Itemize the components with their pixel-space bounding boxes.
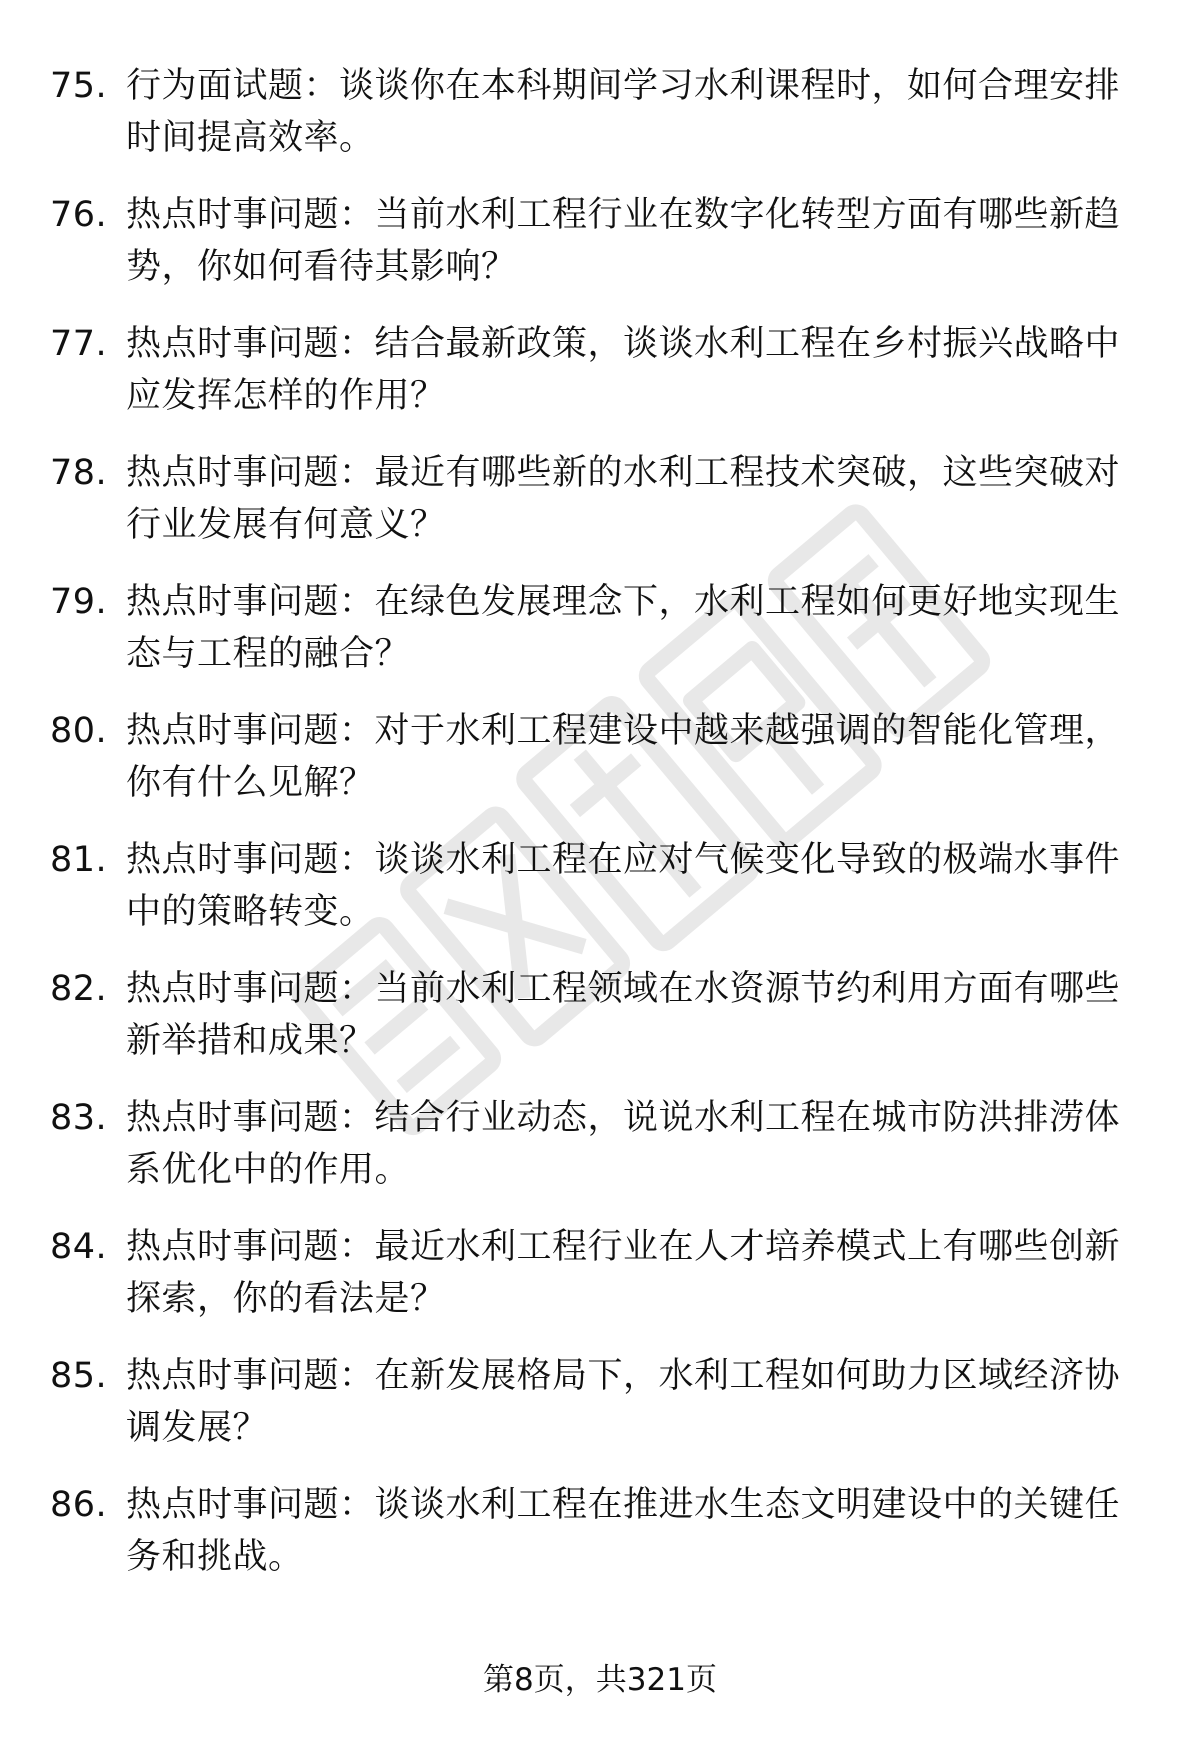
list-item [50, 576, 1140, 680]
question-text: 热点时事问题：结合最新政策，谈谈水利工程在乡村振兴战略中应发挥怎样的作用？ [126, 324, 1121, 416]
question-number: 84. [50, 1227, 108, 1267]
question-text: 热点时事问题：在绿色发展理念下，水利工程如何更好地实现生态与工程的融合？ [126, 582, 1121, 674]
question-text: 热点时事问题：谈谈水利工程在推进水生态文明建设中的关键任务和挑战。 [126, 1485, 1121, 1577]
question-text: 热点时事问题：在新发展格局下，水利工程如何助力区域经济协调发展？ [126, 1356, 1121, 1448]
question-number: 82. [50, 969, 108, 1009]
list-item [50, 189, 1140, 293]
question-text: 行为面试题：谈谈你在本科期间学习水利课程时，如何合理安排时间提高效率。 [126, 66, 1121, 158]
question-text: 热点时事问题：最近水利工程行业在人才培养模式上有哪些创新探索，你的看法是？ [126, 1227, 1121, 1319]
list-item [50, 834, 1140, 938]
question-number: 81. [50, 840, 108, 880]
list-item [50, 60, 1140, 164]
question-number: 78. [50, 453, 108, 493]
page-footer: 第8页，共321页 [483, 1662, 717, 1698]
question-number: 75. [50, 66, 108, 106]
question-text: 热点时事问题：当前水利工程行业在数字化转型方面有哪些新趋势，你如何看待其影响？ [126, 195, 1121, 287]
question-text: 热点时事问题：当前水利工程领域在水资源节约利用方面有哪些新举措和成果？ [126, 969, 1121, 1061]
question-number: 85. [50, 1356, 108, 1396]
question-number: 76. [50, 195, 108, 235]
question-text: 热点时事问题：谈谈水利工程在应对气候变化导致的极端水事件中的策略转变。 [126, 840, 1121, 932]
list-item [50, 1350, 1140, 1454]
question-number: 86. [50, 1485, 108, 1525]
list-item [50, 1479, 1140, 1583]
list-item [50, 318, 1140, 422]
list-item [50, 1092, 1140, 1196]
list-item [50, 963, 1140, 1067]
list-item [50, 1221, 1140, 1325]
question-number: 80. [50, 711, 108, 751]
question-number: 77. [50, 324, 108, 364]
question-text: 热点时事问题：最近有哪些新的水利工程技术突破，这些突破对行业发展有何意义？ [126, 453, 1121, 545]
question-text: 热点时事问题：结合行业动态，说说水利工程在城市防洪排涝体系优化中的作用。 [126, 1098, 1121, 1190]
list-item [50, 447, 1140, 551]
question-number: 79. [50, 582, 108, 622]
question-number: 83. [50, 1098, 108, 1138]
question-list [50, 60, 1140, 1608]
question-text: 热点时事问题：对于水利工程建设中越来越强调的智能化管理，你有什么见解？ [126, 711, 1121, 803]
list-item [50, 705, 1140, 809]
